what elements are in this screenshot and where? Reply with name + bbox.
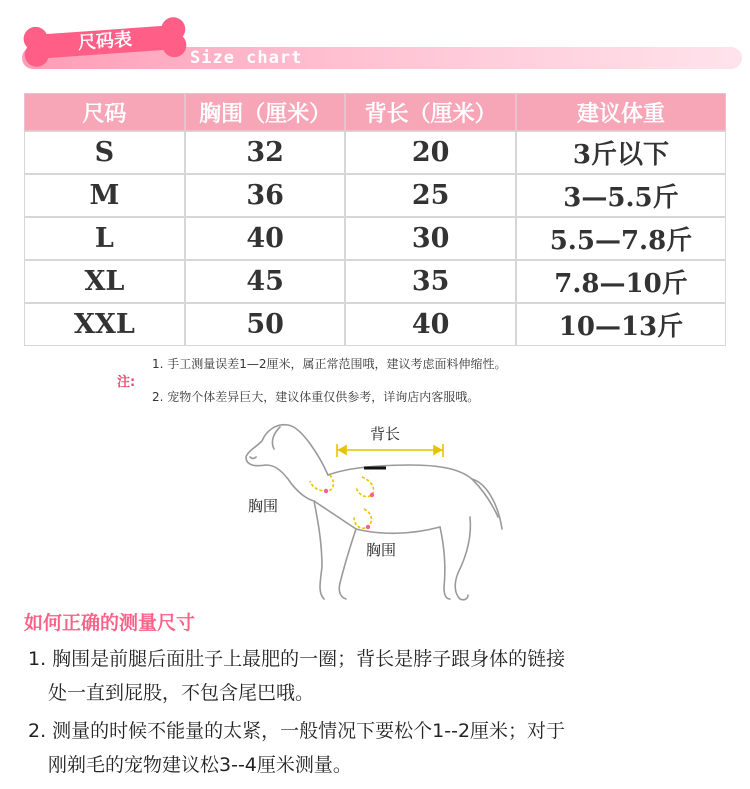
- dog-measurement-diagram: [240, 417, 510, 607]
- col-header-chest: 胸围（厘米）: [185, 93, 346, 131]
- col-header-size: 尺码: [24, 93, 185, 131]
- measure-p2-line1: 2. 测量的时候不能量的太紧，一般情况下要松个1--2厘米；对于: [28, 720, 566, 742]
- back-cell: 20: [345, 131, 516, 174]
- note-item-1: 1. 手工测量误差1—2厘米，属正常范围哦，建议考虑面料伸缩性。: [152, 357, 507, 371]
- measure-p1-line2: 处一直到屁股，不包含尾巴哦。: [48, 682, 315, 704]
- chest-cell: 50: [185, 303, 346, 346]
- chest-cell: 36: [185, 174, 346, 217]
- size-cell: XXL: [24, 303, 185, 346]
- measure-title: 如何正确的测量尺寸: [24, 612, 196, 634]
- col-header-weight: 建议体重: [516, 93, 726, 131]
- back-cell: 35: [345, 260, 516, 303]
- weight-cell: 3斤以下: [516, 131, 726, 174]
- weight-cell: 7.8—10斤: [516, 260, 726, 303]
- bone-badge-label: 尺码表: [77, 29, 133, 54]
- size-cell: M: [24, 174, 185, 217]
- back-length-label: 背长: [370, 425, 401, 443]
- chest-cell: 32: [185, 131, 346, 174]
- size-cell: XL: [24, 260, 185, 303]
- measure-p1-line1: 1. 胸围是前腿后面肚子上最肥的一圈；背长是脖子跟身体的链接: [28, 648, 566, 670]
- back-cell: 25: [345, 174, 516, 217]
- table-row: [24, 303, 726, 346]
- chest-girth-label-2: 胸围: [366, 541, 397, 559]
- weight-cell: 5.5—7.8斤: [516, 217, 726, 260]
- weight-cell: 10—13斤: [516, 303, 726, 346]
- note-label: 注:: [117, 375, 136, 390]
- table-header-row: [24, 93, 726, 131]
- table-row: [24, 260, 726, 303]
- table-row: [24, 174, 726, 217]
- back-cell: 30: [345, 217, 516, 260]
- measure-paragraph-1: [28, 642, 738, 710]
- back-cell: 40: [345, 303, 516, 346]
- dog-outline-icon: [240, 417, 510, 607]
- size-cell: S: [24, 131, 185, 174]
- note-item-2: 2. 宠物个体差异巨大，建议体重仅供参考，详询店内客服哦。: [152, 390, 480, 404]
- chest-girth-label-1: 胸围: [248, 497, 279, 515]
- size-chart-title: Size chart: [190, 48, 303, 68]
- measure-p2-line2: 刚剃毛的宠物建议松3--4厘米测量。: [48, 754, 352, 776]
- size-cell: L: [24, 217, 185, 260]
- chest-cell: 40: [185, 217, 346, 260]
- size-table: [24, 93, 726, 346]
- table-row: [24, 131, 726, 174]
- measure-paragraph-2: [28, 714, 738, 782]
- col-header-back: 背长（厘米）: [345, 93, 516, 131]
- header-banner: [0, 0, 750, 80]
- table-row: [24, 217, 726, 260]
- chest-cell: 45: [185, 260, 346, 303]
- weight-cell: 3—5.5斤: [516, 174, 726, 217]
